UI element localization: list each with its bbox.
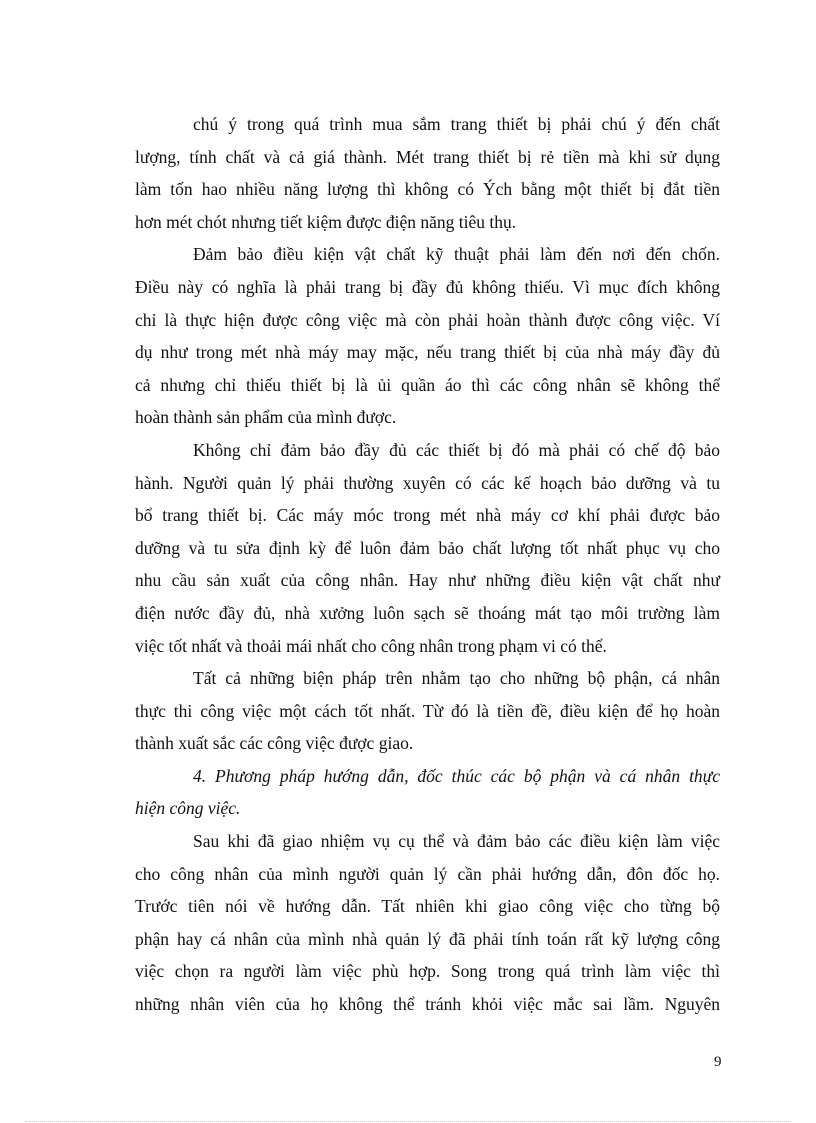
- text-line: thành xuất sắc các công việc được giao.: [135, 733, 414, 754]
- text-line: Trước tiên nói về hướng dẫn. Tất nhiên khi giao công việc cho từng bộ: [135, 896, 720, 917]
- text-line: lượng, tính chất và cả giá thành. Mét trang thiết bị rẻ tiền mà khi sử dụng: [135, 146, 720, 167]
- text-line: chú ý trong quá trình mua sắm trang thiết bị phải chú ý đến chất: [193, 114, 720, 134]
- text-line: hơn mét chót nhưng tiết kiệm được điện năng tiêu thụ.: [135, 211, 517, 232]
- text-line: bổ trang thiết bị. Các máy móc trong mét nhà máy cơ khí phải được bảo: [135, 505, 720, 526]
- text-line: dưỡng và tu sửa định kỳ để luôn đảm bảo chất lượng tốt nhất phục vụ cho: [135, 537, 720, 558]
- text-line: chỉ là thực hiện được công việc mà còn phải hoàn thành được công việc. Ví: [135, 309, 720, 330]
- page-body: [135, 108, 720, 1021]
- page-bottom-divider: [25, 1121, 791, 1122]
- text-line: hoàn thành sản phẩm của mình được.: [135, 407, 397, 428]
- text-line: cho công nhân của mình người quản lý cần phải hướng dẫn, đôn đốc họ.: [135, 863, 720, 884]
- page-number: 9: [714, 1054, 722, 1070]
- text-line: Đảm bảo điều kiện vật chất kỹ thuật phải làm đến nơi đến chốn.: [193, 244, 720, 265]
- section-heading: [135, 760, 720, 825]
- text-line: làm tốn hao nhiều năng lượng thì không có Ých bằng một thiết bị đắt tiền: [135, 179, 720, 200]
- text-line: Sau khi đã giao nhiệm vụ cụ thể và đảm bảo các điều kiện làm việc: [193, 831, 720, 852]
- paragraph-1: [135, 108, 720, 238]
- paragraph-2: [135, 238, 720, 434]
- text-line: Không chỉ đảm bảo đầy đủ các thiết bị đó mà phải có chế độ bảo: [193, 439, 720, 460]
- paragraph-3: [135, 434, 720, 662]
- text-line: cả nhưng chỉ thiếu thiết bị là ủi quần áo thì các công nhân sẽ không thể: [135, 374, 720, 395]
- text-line: Điều này có nghĩa là phải trang bị đầy đủ không thiếu. Vì mục đích không: [135, 276, 720, 297]
- text-line: việc chọn ra người làm việc phù hợp. Song trong quá trình làm việc thì: [135, 961, 720, 982]
- paragraph-5: [135, 825, 720, 1021]
- text-line: hành. Người quản lý phải thường xuyên có các kế hoạch bảo dưỡng và tu: [135, 472, 720, 493]
- text-line: hiện công việc.: [135, 798, 241, 819]
- text-line: 4. Phương pháp hướng dẫn, đốc thúc các bộ phận và cá nhân thực: [193, 765, 720, 786]
- text-line: phận hay cá nhân của mình nhà quản lý đã phải tính toán rất kỹ lượng công: [135, 928, 720, 949]
- text-line: thực thi công việc một cách tốt nhất. Từ đó là tiền đề, điều kiện để họ hoàn: [135, 700, 720, 721]
- text-line: việc tốt nhất và thoải mái nhất cho công nhân trong phạm vi có thể.: [135, 635, 607, 656]
- paragraph-4: [135, 662, 720, 760]
- text-line: nhu cầu sản xuất của công nhân. Hay như những điều kiện vật chất như: [135, 570, 720, 591]
- text-line: Tất cả những biện pháp trên nhằm tạo cho những bộ phận, cá nhân: [193, 668, 720, 689]
- text-line: điện nước đầy đủ, nhà xưởng luôn sạch sẽ thoáng mát tạo môi trường làm: [135, 602, 720, 623]
- text-line: những nhân viên của họ không thể tránh khỏi việc mắc sai lầm. Nguyên: [135, 994, 720, 1015]
- text-line: dụ như trong mét nhà máy may mặc, nếu trang thiết bị của nhà máy đầy đủ: [135, 342, 720, 363]
